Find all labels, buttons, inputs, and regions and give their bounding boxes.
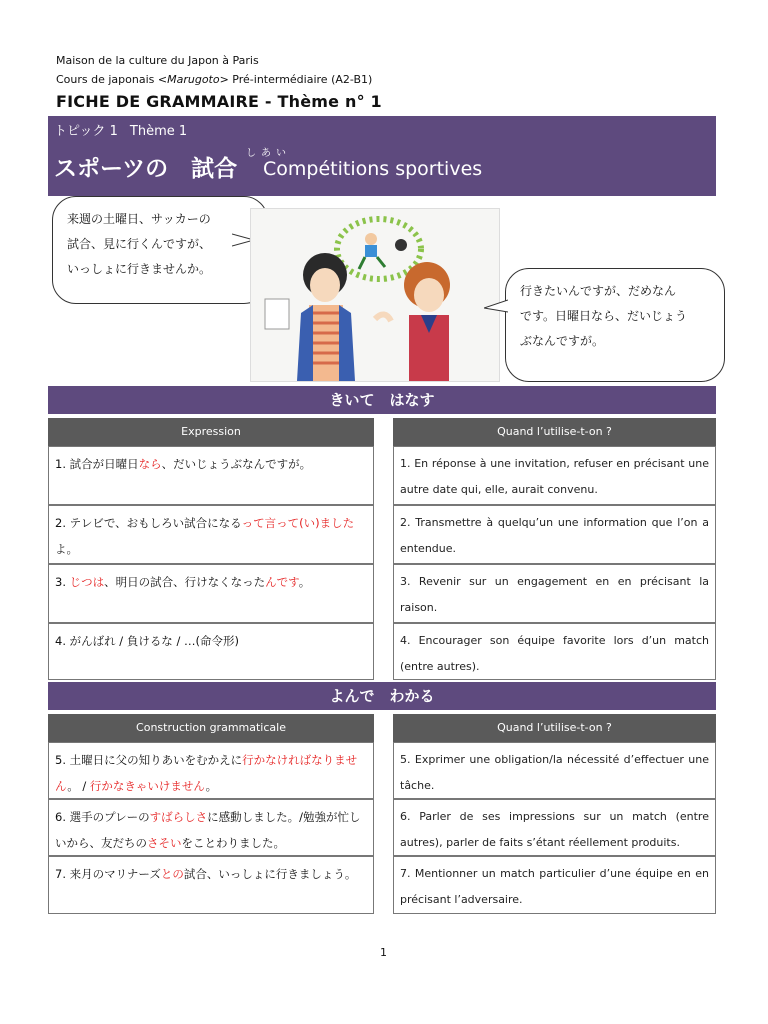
bubble-left-line: 来週の土曜日、サッカーの: [67, 212, 211, 226]
expression-text: よ。: [55, 542, 78, 556]
bubble-left-line: いっしょに行きませんか。: [67, 262, 212, 276]
table-row-right: 4. Encourager son équipe favorite lors d’un match (entre autres).: [393, 623, 716, 680]
grammar-highlight: さそい: [147, 836, 182, 850]
expression-text: 3.: [55, 575, 70, 589]
grammar-highlight: すばらしさ: [149, 810, 208, 824]
column-header-usage-2: Quand l’utilise-t-on ?: [393, 714, 716, 742]
table-row-left: [48, 623, 374, 680]
section-band-listen-speak: きいて はなす: [48, 386, 716, 414]
grammar-highlight: との: [160, 867, 184, 881]
speech-bubble-right: [505, 268, 725, 382]
table-row-left: [48, 856, 374, 914]
table-row-right: 5. Exprimer une obligation/la nécessité d’effectuer une tâche.: [393, 742, 716, 799]
page-title: FICHE DE GRAMMAIRE - Thème n° 1: [56, 92, 382, 111]
course-name: Marugoto: [167, 73, 220, 86]
expression-text: 、明日の試合、行けなくなった: [104, 575, 266, 589]
expression-text: 2. テレビで、おもしろい試合になる: [55, 516, 242, 530]
column-header-usage: Quand l’utilise-t-on ?: [393, 418, 716, 446]
column-header-expression: Expression: [48, 418, 374, 446]
dialogue-illustration: [250, 208, 500, 382]
bubble-right-line: です。日曜日なら、だいじょう: [520, 309, 688, 323]
illustration-drawing: [251, 209, 499, 381]
table-row-right: 3. Revenir sur un engagement en en précisant la raison.: [393, 564, 716, 623]
course-prefix: Cours de japonais <: [56, 73, 168, 86]
speech-bubble-left: [52, 196, 268, 304]
bubble-right-tail: [484, 298, 508, 314]
column-header-grammar: Construction grammaticale: [48, 714, 374, 742]
grammar-highlight: 行かなきゃいけません: [89, 779, 206, 793]
table-row-left: [48, 446, 374, 505]
expression-text: 4. がんばれ / 負けるな / …(命令形): [55, 634, 239, 648]
expression-text: 。: [205, 779, 218, 793]
expression-text: 。: [298, 575, 311, 589]
table-row-right: 6. Parler de ses impressions sur un match (entre autres), parler de faits s’étant réellement produits.: [393, 799, 716, 856]
bubble-right-line: ぶなんですが。: [520, 334, 605, 348]
grammar-highlight: 行かなければなりません: [55, 753, 358, 793]
grammar-highlight: なら: [138, 457, 162, 471]
section-band-read-understand: よんで わかる: [48, 682, 716, 710]
bubble-right-line: 行きたいんですが、だめなん: [520, 284, 677, 298]
expression-text: 5. 土曜日に父の知りあいをむかえに: [55, 753, 243, 767]
expression-text: 7. 来月のマリナーズ: [55, 867, 161, 881]
bubble-left-line: 試合、見に行くんですが、: [67, 237, 212, 251]
expression-text: 。 /: [67, 779, 90, 793]
course-suffix: > Pré-intermédiaire (A2-B1): [219, 73, 373, 86]
expression-text: をことわりました。: [181, 836, 285, 850]
grammar-highlight: って言って(い)ました: [241, 516, 355, 530]
grammar-highlight: じつは: [69, 575, 105, 589]
expression-text: 、だいじょうぶなんですが。: [161, 457, 312, 471]
expression-text: に感動しました。/勉強が忙しいから、友だちの: [55, 810, 361, 850]
topic-furigana: しあい: [246, 148, 291, 159]
table-row-left: [48, 564, 374, 623]
topic-label-jp: トピック 1: [54, 124, 118, 139]
topic-title-fr: Compétitions sportives: [263, 158, 483, 180]
grammar-highlight: んです: [265, 575, 299, 589]
institution-line: Maison de la culture du Japon à Paris: [56, 54, 259, 67]
course-line: [56, 71, 372, 89]
table-row-left: [48, 505, 374, 564]
table-row-right: 1. En réponse à une invitation, refuser en précisant une autre date qui, elle, aurait convenu.: [393, 446, 716, 505]
table-row-left: [48, 799, 374, 856]
expression-text: 6. 選手のプレーの: [55, 810, 150, 824]
table-row-right: 7. Mentionner un match particulier d’une équipe en en précisant l’adversaire.: [393, 856, 716, 914]
topic-band: [48, 116, 716, 196]
expression-text: 試合、いっしょに行きましょう。: [183, 867, 357, 881]
topic-label: [54, 120, 187, 139]
expression-text: 1. 試合が日曜日: [55, 457, 139, 471]
table-row-right: 2. Transmettre à quelqu’un une information que l’on a entendue.: [393, 505, 716, 564]
topic-label-fr: Thème 1: [129, 124, 188, 139]
topic-title-jp: スポーツの 試合: [54, 156, 238, 182]
page-number: 1: [380, 946, 387, 959]
table-row-left: [48, 742, 374, 799]
